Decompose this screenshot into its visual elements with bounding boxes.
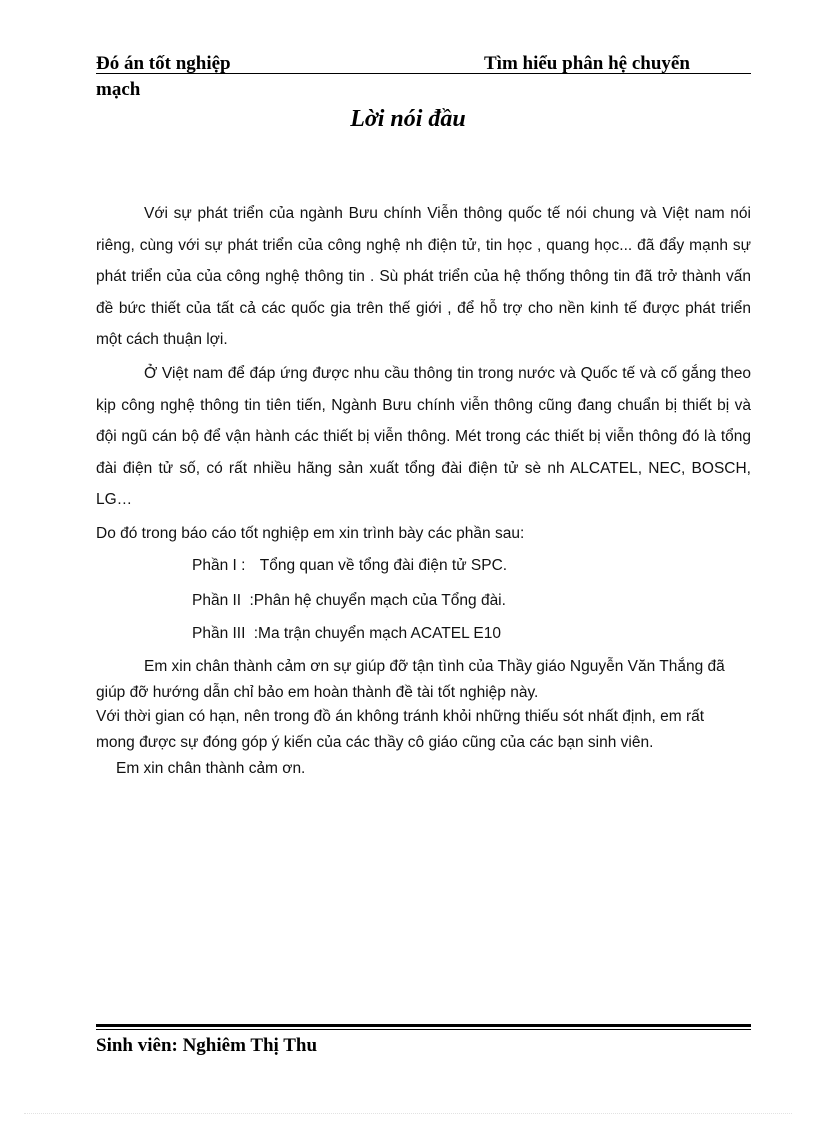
footer-student: Sinh viên: Nghiêm Thị Thu (96, 1035, 318, 1056)
part-text: Tổng quan về tổng đài điện tử SPC. (259, 557, 508, 574)
header-rule (96, 73, 751, 74)
part-item (192, 624, 501, 644)
part-item (192, 556, 507, 576)
paragraph-2: Ở Việt nam để đáp ứng được nhu cầu thông tin trong nước và Quốc tế và cố gắng theo kịp công nghệ thông tin tiên tiến, Ngành Bưu chính viễn thông cũng đang chuẩn bị thiết bị và đội ngũ cán bộ để vận hành các thiết bị viễn thông. Mét trong các thiết bị viễn thông đó là tổng đài điện tử số, có rất nhiều hãng sản xuất tổng đài điện tử sè nh ALCATEL, NEC, BOSCH, LG… (96, 365, 751, 508)
footer-rule-thick (96, 1024, 751, 1027)
footer-rule-thin (96, 1029, 751, 1030)
page-edge-divider (24, 1113, 792, 1114)
thanks-line: Em xin chân thành cảm ơn. (116, 760, 306, 777)
paragraph-1: Với sự phát triển của ngành Bưu chính Viễn thông quốc tế nói chung và Việt nam nói riêng, cùng với sự phát triển của công nghệ nh điện tử, tin học , quang học... đã đẩy mạnh sự phát triển của của công nghệ thông tin . Sù phát triển của hệ thống thông tin đã trở thành vấn đề bức thiết của tất cả các quốc gia trên thế giới , để hỗ trợ cho nền kinh tế được phát triển một cách thuận lợi. (96, 205, 751, 348)
part-label: Phần II (192, 592, 242, 609)
part-text: :Ma trận chuyển mạch ACATEL E10 (253, 625, 502, 642)
page-title: Lời nói đầu (350, 106, 466, 132)
header-continuation: mạch (96, 79, 141, 100)
part-text: :Phân hệ chuyển mạch của Tổng đài. (249, 592, 506, 609)
part-label: Phần III (192, 625, 246, 642)
part-label: Phần I : (192, 557, 246, 574)
header-right: Tìm hiểu phân hệ chuyển (484, 53, 690, 74)
thanks-line: mong được sự đóng góp ý kiến của các thầy cô giáo cũng của các bạn sinh viên. (96, 734, 654, 751)
intro-line: Do đó trong báo cáo tốt nghiệp em xin trình bày các phần sau: (96, 525, 525, 542)
thanks-line: giúp đỡ hướng dẫn chỉ bảo em hoàn thành đề tài tốt nghiệp này. (96, 684, 539, 701)
header-left: Đó án tốt nghiệp (96, 53, 231, 74)
thanks-line: Với thời gian có hạn, nên trong đồ án không tránh khỏi những thiếu sót nhất định, em rất (96, 708, 705, 725)
thanks-line: Em xin chân thành cảm ơn sự giúp đỡ tận tình của Thầy giáo Nguyễn Văn Thắng đã (144, 658, 725, 675)
part-item (192, 591, 506, 611)
